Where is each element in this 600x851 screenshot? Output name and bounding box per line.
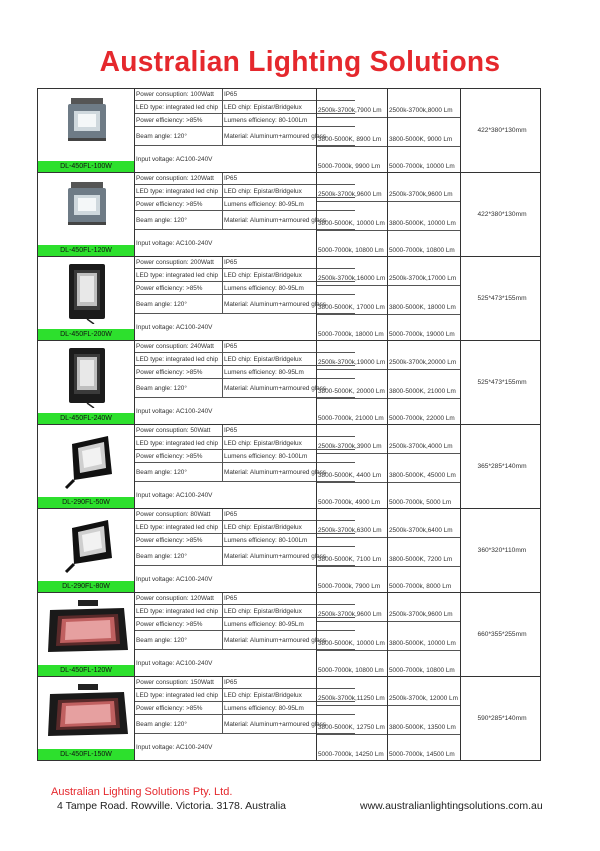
floodlight-grey-icon [44,178,130,240]
lumen-column-b [387,593,460,676]
input-voltage-spec: Input voltage: AC100-240V [136,155,213,163]
product-row [37,424,541,508]
led-chip-spec: LED chip: Epistar/Bridgelux [224,271,302,279]
power-efficiency-spec: Power efficiency: >85% [136,534,223,546]
product-image-cell [38,89,135,172]
lumen-value: 3800-5000K, 45000 Lm [389,472,456,479]
lumen-value: 3800-5000K, 7100 Lm [318,556,382,563]
led-type-spec: LED type: integrated led chip [136,101,223,113]
lumen-column-b [387,257,460,340]
model-label: DL-450FL-120W [38,245,134,256]
lumen-value: 5000-7000k, 9900 Lm [318,163,381,170]
product-image-cell [38,425,135,508]
floodlight-wide-icon [44,682,130,744]
lumen-value: 2500k-3700k,8000 Lm [389,107,453,114]
power-spec: Power consuption: 120Watt [136,173,223,184]
model-label: DL-290FL-50W [38,497,134,508]
lumen-value: 5000-7000k, 14250 Lm [318,751,384,758]
lumens-efficiency-spec: Lumens efficiency: 80-100Lm [224,536,308,544]
company-address: 4 Tampe Road. Rowville. Victoria. 3178. Australia [57,800,286,812]
floodlight-black-icon [44,262,130,324]
power-efficiency-spec: Power efficiency: >85% [136,450,223,462]
led-type-spec: LED type: integrated led chip [136,185,223,197]
led-type-spec: LED type: integrated led chip [136,689,223,701]
lumen-column-a [316,509,387,592]
lumen-value: 5000-7000k, 10000 Lm [389,163,455,170]
lumen-value: 5000-7000k, 10800 Lm [389,247,455,254]
lumens-efficiency-spec: Lumens efficiency: 80-95Lm [224,284,304,292]
material-spec: Material: Aluminum+armoured glass [224,384,327,392]
material-spec: Material: Aluminum+armoured glass [224,552,327,560]
lumens-efficiency-spec: Lumens efficiency: 80-95Lm [224,200,304,208]
lumen-value: 3800-5000K, 10000 Lm [389,640,456,647]
lumen-column-b [387,89,460,172]
material-spec: Material: Aluminum+armoured glass [224,300,327,308]
led-chip-spec: LED chip: Epistar/Bridgelux [224,355,302,363]
lumen-value: 2500k-3700k,9600 Lm [389,611,453,618]
lumen-column-b [387,341,460,424]
dimensions: 590*285*140mm [460,677,543,760]
ip-spec: IP65 [224,595,238,602]
ip-spec: IP65 [224,679,238,686]
lumen-value: 2500k-3700k,11250 Lm [318,695,385,702]
ip-spec: IP65 [224,427,238,434]
lumen-column-b [387,677,460,760]
product-image-cell [38,341,135,424]
lumen-value: 3800-5000K, 10000 Lm [318,220,385,227]
lumen-value: 5000-7000k, 4900 Lm [318,499,381,506]
beam-angle-spec: Beam angle: 120° [136,379,223,397]
ip-spec: IP65 [224,175,238,182]
dimensions: 525*473*155mm [460,341,543,424]
power-efficiency-spec: Power efficiency: >85% [136,618,223,630]
product-image-cell [38,677,135,760]
led-chip-spec: LED chip: Epistar/Bridgelux [224,439,302,447]
lumens-efficiency-spec: Lumens efficiency: 80-100Lm [224,452,308,460]
lumen-column-a [316,425,387,508]
power-efficiency-spec: Power efficiency: >85% [136,702,223,714]
product-row [37,88,541,172]
led-type-spec: LED type: integrated led chip [136,437,223,449]
beam-angle-spec: Beam angle: 120° [136,463,223,481]
model-label: DL-450FL-200W [38,329,134,340]
ip-spec: IP65 [224,511,238,518]
material-spec: Material: Aluminum+armoured glass [224,468,327,476]
material-spec: Material: Aluminum+armoured glass [224,636,327,644]
floodlight-black-icon [44,346,130,408]
floodlight-wide-icon [44,598,130,660]
input-voltage-spec: Input voltage: AC100-240V [136,407,213,415]
lumen-value: 3800-5000K, 17000 Lm [318,304,385,311]
power-efficiency-spec: Power efficiency: >85% [136,198,223,210]
floodlight-angled-icon [44,514,130,576]
dimensions: 525*473*155mm [460,257,543,340]
lumen-value: 2500k-3700k,6400 Lm [389,527,453,534]
lumen-value: 3800-5000K, 10000 Lm [318,640,385,647]
ip-spec: IP65 [224,343,238,350]
input-voltage-spec: Input voltage: AC100-240V [136,659,213,667]
input-voltage-spec: Input voltage: AC100-240V [136,575,213,583]
product-image-cell [38,173,135,256]
company-name: Australian Lighting Solutions Pty. Ltd. [51,786,233,798]
input-voltage-spec: Input voltage: AC100-240V [136,239,213,247]
lumen-column-b [387,509,460,592]
power-spec: Power consuption: 80Watt [136,509,223,520]
lumen-value: 2500k-3700k,7900 Lm [318,107,382,114]
lumen-value: 3800-5000K, 9000 Lm [389,136,453,143]
model-label: DL-450FL-150W [38,749,134,760]
lumen-value: 2500k-3700k,6300 Lm [318,527,382,534]
led-type-spec: LED type: integrated led chip [136,269,223,281]
lumen-value: 3800-5000K, 10000 Lm [389,220,456,227]
material-spec: Material: Aluminum+armoured glass [224,216,327,224]
input-voltage-spec: Input voltage: AC100-240V [136,491,213,499]
lumen-value: 2500k-3700k,9600 Lm [318,611,382,618]
lumen-column-a [316,341,387,424]
led-type-spec: LED type: integrated led chip [136,353,223,365]
product-image-cell [38,257,135,340]
lumens-efficiency-spec: Lumens efficiency: 80-95Lm [224,620,304,628]
dimensions: 422*380*130mm [460,173,543,256]
lumen-column-b [387,173,460,256]
model-label: DL-450FL-100W [38,161,134,172]
floodlight-angled-icon [44,430,130,492]
lumen-value: 2500k-3700k,17000 Lm [389,275,457,282]
model-label: DL-290FL-80W [38,581,134,592]
lumen-value: 5000-7000k, 14500 Lm [389,751,455,758]
led-chip-spec: LED chip: Epistar/Bridgelux [224,607,302,615]
product-row [37,676,541,761]
lumen-value: 3800-5000K, 7200 Lm [389,556,453,563]
lumen-value: 2500k-3700k, 12000 Lm [389,695,458,702]
lumens-efficiency-spec: Lumens efficiency: 80-100Lm [224,116,308,124]
lumen-value: 2500k-3700k,16000 Lm [318,275,386,282]
lumen-value: 3800-5000K, 20000 Lm [318,388,385,395]
ip-spec: IP65 [224,91,238,98]
lumens-efficiency-spec: Lumens efficiency: 80-95Lm [224,368,304,376]
product-image-cell [38,509,135,592]
power-efficiency-spec: Power efficiency: >85% [136,366,223,378]
lumen-value: 2500k-3700k,9600 Lm [389,191,453,198]
material-spec: Material: Aluminum+armoured glass [224,720,327,728]
dimensions: 422*380*130mm [460,89,543,172]
beam-angle-spec: Beam angle: 120° [136,547,223,565]
lumen-value: 2500k-3700k,9600 Lm [318,191,382,198]
model-label: DL-450FL-120W [38,665,134,676]
product-row [37,256,541,340]
company-website[interactable]: www.australianlightingsolutions.com.au [360,800,543,812]
led-chip-spec: LED chip: Epistar/Bridgelux [224,103,302,111]
power-spec: Power consuption: 240Watt [136,341,223,352]
product-row [37,340,541,424]
dimensions: 360*320*110mm [460,509,543,592]
beam-angle-spec: Beam angle: 120° [136,715,223,733]
lumen-value: 3800-5000K, 18000 Lm [389,304,456,311]
led-type-spec: LED type: integrated led chip [136,605,223,617]
led-chip-spec: LED chip: Epistar/Bridgelux [224,523,302,531]
product-row [37,592,541,676]
lumen-value: 5000-7000k, 21000 Lm [318,415,384,422]
lumen-value: 2500k-3700k,19000 Lm [318,359,386,366]
material-spec: Material: Aluminum+armoured glass [224,132,327,140]
product-row [37,508,541,592]
power-efficiency-spec: Power efficiency: >85% [136,114,223,126]
beam-angle-spec: Beam angle: 120° [136,211,223,229]
ip-spec: IP65 [224,259,238,266]
input-voltage-spec: Input voltage: AC100-240V [136,743,213,751]
input-voltage-spec: Input voltage: AC100-240V [136,323,213,331]
lumen-value: 3800-5000K, 12750 Lm [318,724,385,731]
power-spec: Power consuption: 150Watt [136,677,223,688]
lumen-value: 2500k-3700k,20000 Lm [389,359,457,366]
lumen-value: 5000-7000k, 10800 Lm [318,667,384,674]
led-type-spec: LED type: integrated led chip [136,521,223,533]
product-table [37,88,541,761]
lumen-value: 2500k-3700k,4000 Lm [389,443,453,450]
floodlight-grey-icon [44,94,130,156]
page-title: Australian Lighting Solutions [99,46,501,78]
beam-angle-spec: Beam angle: 120° [136,295,223,313]
power-efficiency-spec: Power efficiency: >85% [136,282,223,294]
lumen-value: 3800-5000K, 13500 Lm [389,724,456,731]
lumen-value: 5000-7000k, 8000 Lm [389,583,452,590]
power-spec: Power consuption: 100Watt [136,89,223,100]
power-spec: Power consuption: 200Watt [136,257,223,268]
lumen-value: 5000-7000k, 5000 Lm [389,499,452,506]
led-chip-spec: LED chip: Epistar/Bridgelux [224,691,302,699]
product-image-cell [38,593,135,676]
lumen-value: 5000-7000k, 19000 Lm [389,331,455,338]
power-spec: Power consuption: 50Watt [136,425,223,436]
beam-angle-spec: Beam angle: 120° [136,127,223,145]
led-chip-spec: LED chip: Epistar/Bridgelux [224,187,302,195]
model-label: DL-450FL-240W [38,413,134,424]
power-spec: Power consuption: 120Watt [136,593,223,604]
lumen-value: 5000-7000k, 10800 Lm [389,667,455,674]
lumen-column-a [316,257,387,340]
lumen-value: 2500k-3700k,3900 Lm [318,443,382,450]
lumen-value: 3800-5000K, 8900 Lm [318,136,382,143]
lumen-value: 5000-7000k, 10800 Lm [318,247,384,254]
lumen-column-a [316,89,387,172]
lumen-column-a [316,593,387,676]
lumens-efficiency-spec: Lumens efficiency: 80-95Lm [224,704,304,712]
lumen-column-a [316,677,387,760]
lumen-value: 3800-5000K, 21000 Lm [389,388,456,395]
lumen-value: 5000-7000k, 22000 Lm [389,415,455,422]
dimensions: 660*355*255mm [460,593,543,676]
beam-angle-spec: Beam angle: 120° [136,631,223,649]
lumen-value: 5000-7000k, 18000 Lm [318,331,384,338]
product-row [37,172,541,256]
lumen-value: 5000-7000k, 7900 Lm [318,583,381,590]
dimensions: 365*285*140mm [460,425,543,508]
lumen-value: 3800-5000K, 4400 Lm [318,472,382,479]
lumen-column-b [387,425,460,508]
lumen-column-a [316,173,387,256]
